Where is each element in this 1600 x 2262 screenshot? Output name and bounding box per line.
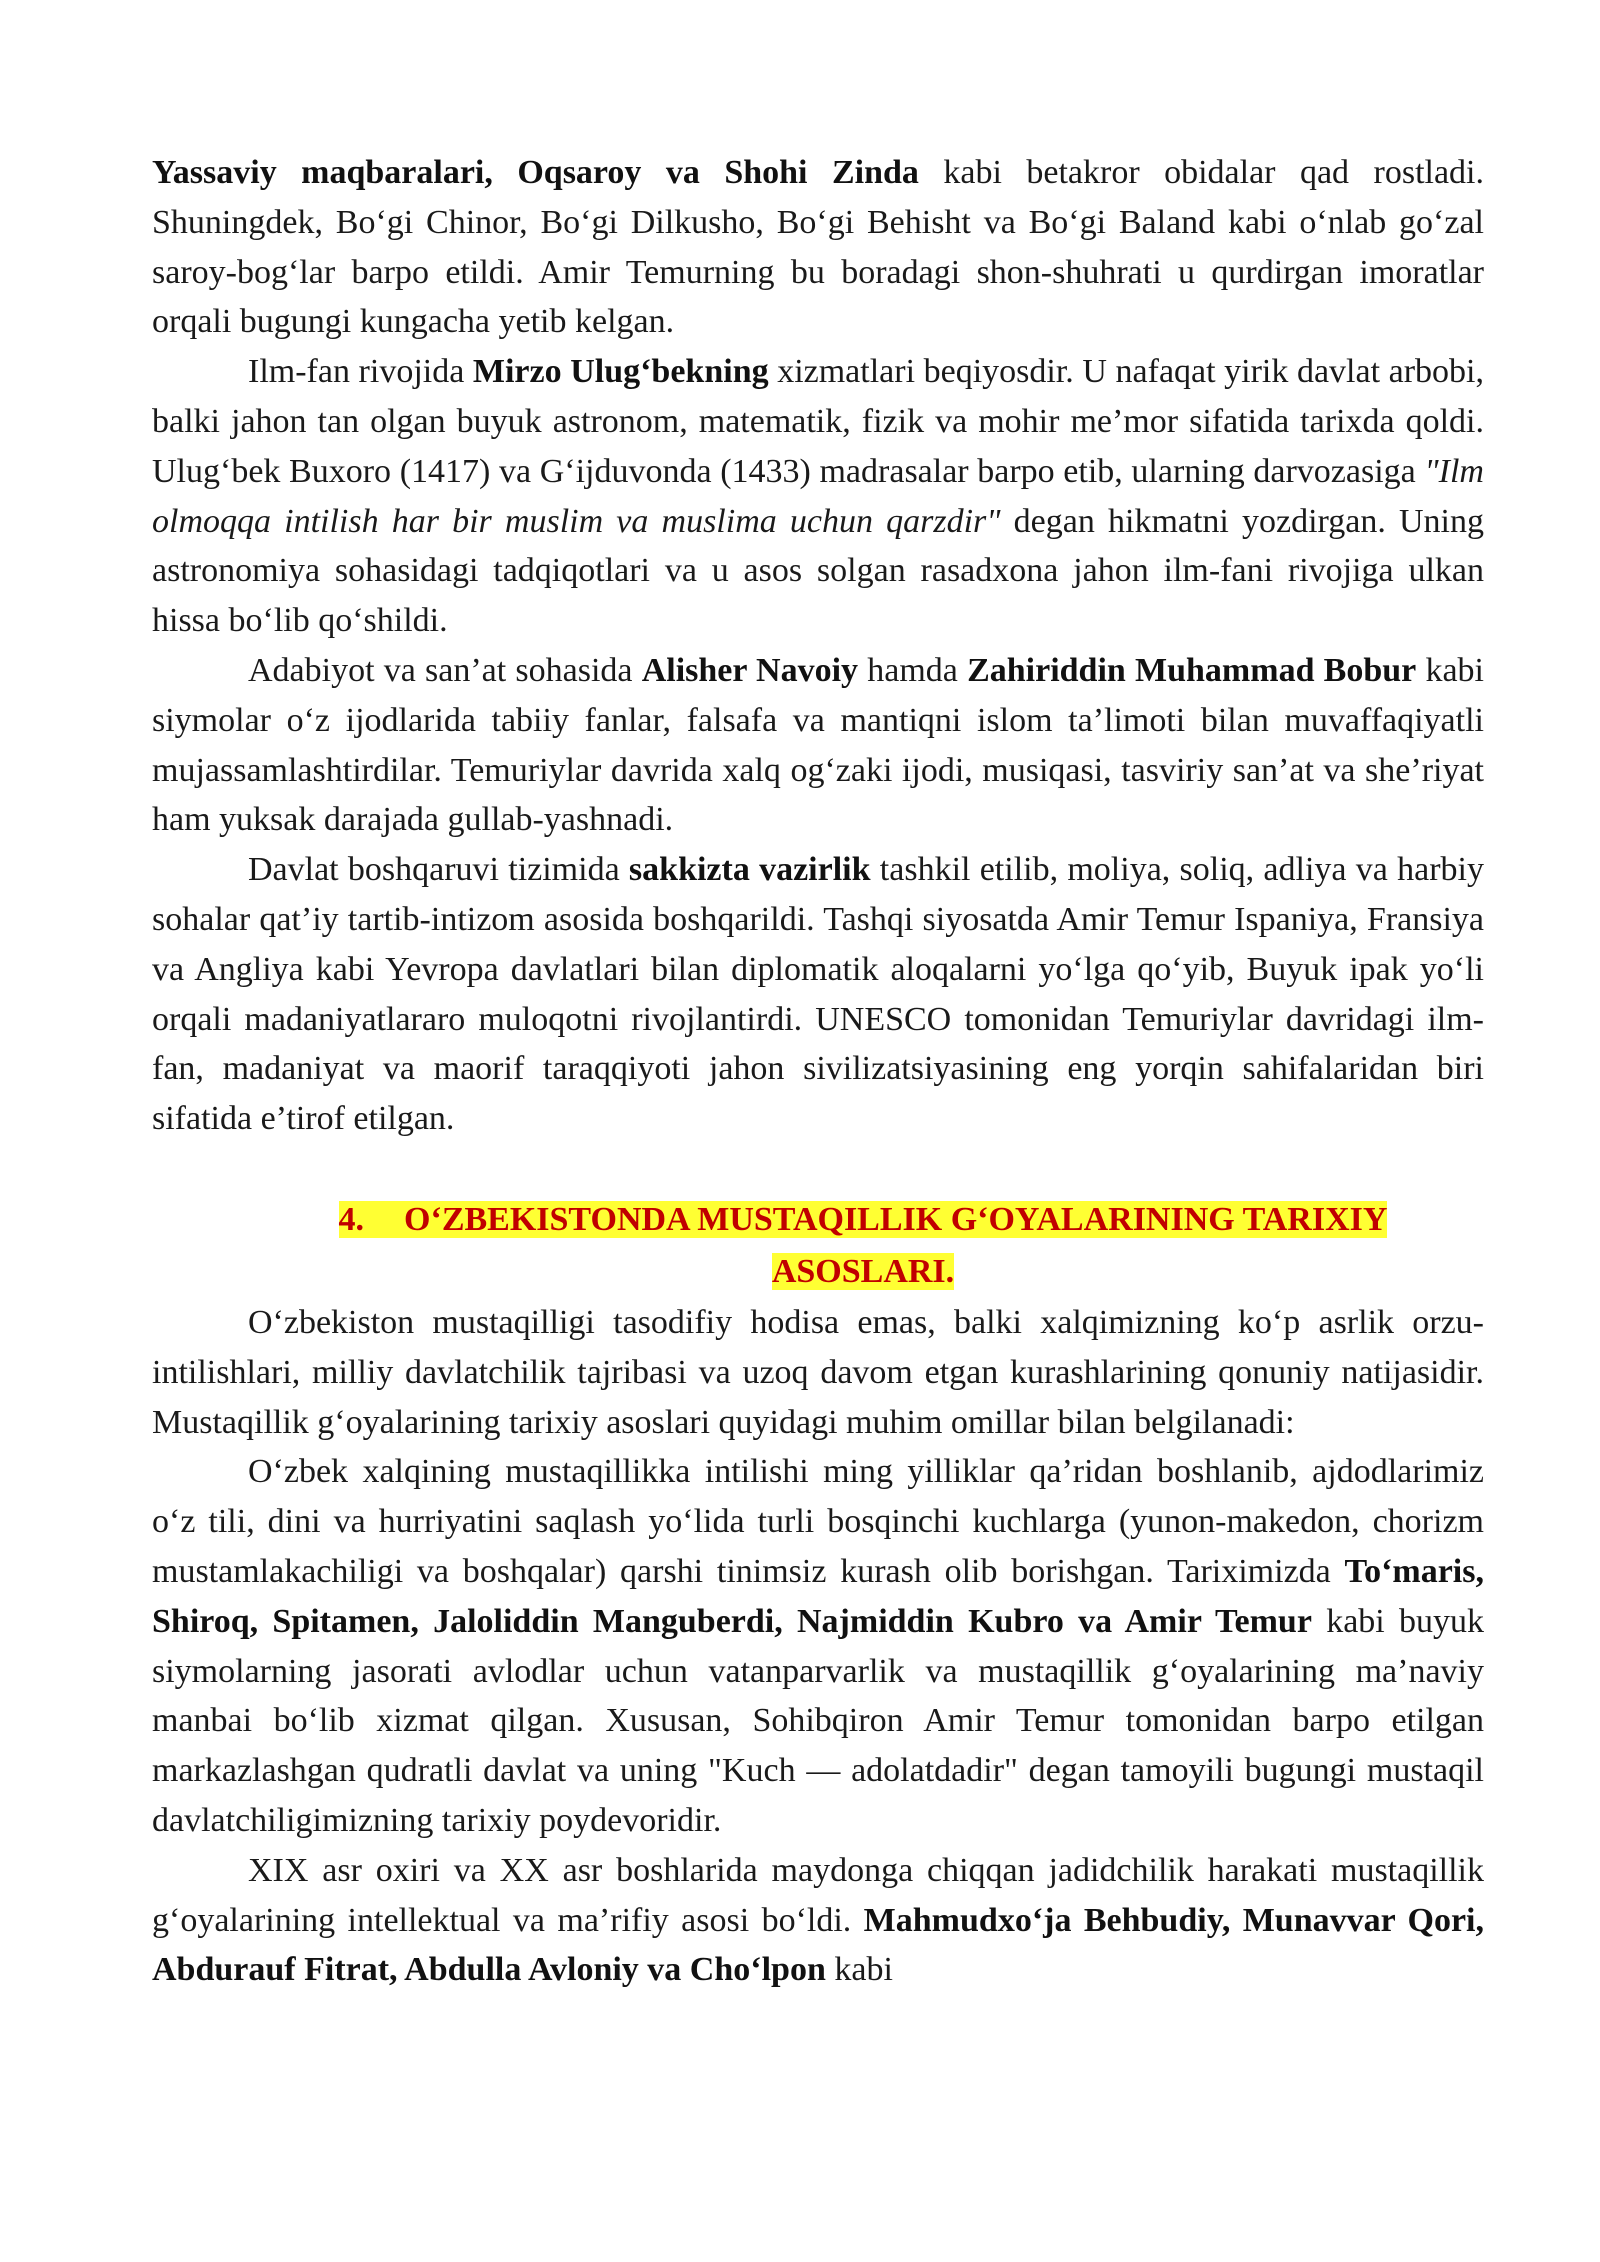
bold-text: Mirzo Ulug‘bekning [472,353,769,391]
paragraph-literature [152,646,1484,845]
body-text: Ilm-fan rivojida [248,353,473,391]
body-text: O‘zbek xalqining mustaqillikka intilishi ming yilliklar qa’ridan boshlanib, ajdodlarimiz o‘z tili, dini va hurriyatini saqlash yo‘lida turli bosqinchi kuchlarga (yunon-makedon, chorizm mustamlakachiligi va boshqalar) qarshi tinimsiz kurash olib borishgan. Tariximizda [152,1453,1484,1590]
paragraph-historic-figures [152,1447,1484,1845]
bold-text: To‘maris, Shiroq, Spitamen, Jaloliddin Manguberdi, Najmiddin Kubro va Amir Temur [152,1552,1484,1640]
body-text: O‘zbekiston mustaqilligi tasodifiy hodisa emas, balki xalqimizning ko‘p asrlik orzu-intilishlari, milliy davlatchilik tajribasi va uzoq davom etgan kurashlarining qonuniy natijasidir. Mustaqillik g‘oyalarining tarixiy asoslari quyidagi muhim omillar bilan belgilanadi: [152,1303,1484,1441]
body-text: degan hikmatni yozdirgan. Uning astronomiya sohasidagi tadqiqotlari va u asos solgan rasadxona jahon ilm-fani rivojiga ulkan hissa bo‘lib qo‘shildi. [152,502,1484,640]
body-text: XIX asr oxiri va XX asr boshlarida maydonga chiqqan jadidchilik harakati mustaqillik g‘oyalarining intellektual va ma’rifiy asosi bo‘ldi. [152,1851,1484,1939]
paragraph-independence-intro [152,1298,1484,1447]
body-text: Adabiyot va san’at sohasida [248,651,642,689]
heading-number: 4. [338,1200,365,1238]
paragraph-governance [152,845,1484,1144]
italic-quote: "Ilm olmoqqa intilish har bir muslim va muslima uchun qarzdir" [152,452,1484,540]
body-text: kabi betakror obidalar qad rostladi. Shuningdek, Bo‘gi Chinor, Bo‘gi Dilkusho, Bo‘gi Behisht va Bo‘gi Baland kabi o‘nlab go‘zal saroy-bog‘lar barpo etildi. Amir Temurning bu boradagi shon-shuhrati u qurdirgan imoratlar orqali bugungi kungacha yetib kelgan. [152,154,1484,341]
paragraph-jadids [152,1846,1484,1995]
bold-text: Yassaviy maqbaralari, Oqsaroy va Shohi Zinda [152,154,919,191]
body-text: kabi [825,1951,893,1989]
paragraph-architecture [152,148,1484,347]
body-text: xizmatlari beqiyosdir. U nafaqat yirik davlat arbobi, balki jahon tan olgan buyuk astronom, matematik, fizik va mohir me’mor sifatida tarixda qoldi. Ulug‘bek Buxoro (1417) va G‘ijduvonda (1433) madrasalar barpo etib, ularning darvozasiga [152,353,1484,490]
body-text: Davlat boshqaruvi tizimida [248,851,629,889]
section-heading [152,1194,1484,1298]
body-text: hamda [858,651,968,689]
heading-highlight [339,1201,1388,1238]
bold-text: sakkizta vazirlik [628,851,871,889]
heading-line-2: ASOSLARI. [771,1252,955,1290]
bold-text: Mahmudxo‘ja Behbudiy, Munavvar Qori, Abdurauf Fitrat, Abdulla Avloniy va Cho‘lpon [152,1901,1484,1989]
bold-text: Zahiriddin Muhammad Bobur [967,651,1417,689]
body-text: tashkil etilib, moliya, soliq, adliya va harbiy sohalar qat’iy tartib-intizom asosida boshqarildi. Tashqi siyosatda Amir Temur Ispaniya, Fransiya va Angliya kabi Yevropa davlatlari bilan diplomatik aloqalarni yo‘lga qo‘yib, Buyuk ipak yo‘li orqali madaniyatlararo muloqotni rivojlantirdi. UNESCO tomonidan Temuriylar davridagi ilm-fan, madaniyat va maorif taraqqiyoti jahon sivilizatsiyasining eng yorqin sahifalaridan biri sifatida e’tirof etilgan. [152,851,1484,1138]
bold-text: Alisher Navoiy [641,651,859,689]
body-text: kabi siymolar o‘z ijodlarida tabiiy fanlar, falsafa va mantiqni islom ta’limoti bilan muvaffaqiyatli mujassamlashtirdilar. Temuriylar davrida xalq og‘zaki ijodi, musiqasi, tasviriy san’at va she’riyat ham yuksak darajada gullab-yashnadi. [152,651,1484,839]
heading-line-1: O‘ZBEKISTONDA MUSTAQILLIK G‘OYALARINING TARIXIY [404,1200,1388,1238]
document-page [152,148,1484,1995]
paragraph-ulugbek [152,347,1484,646]
body-text: kabi buyuk siymolarning jasorati avlodlar uchun vatanparvarlik va mustaqillik g‘oyalarining ma’naviy manbai bo‘lib xizmat qilgan. Xususan, Sohibqiron Amir Temur tomonidan barpo etilgan markazlashgan qudratli davlat va uning "Kuch — adolatdadir" degan tamoyili bugungi mustaqil davlatchiligimizning tarixiy poydevoridir. [152,1602,1484,1839]
